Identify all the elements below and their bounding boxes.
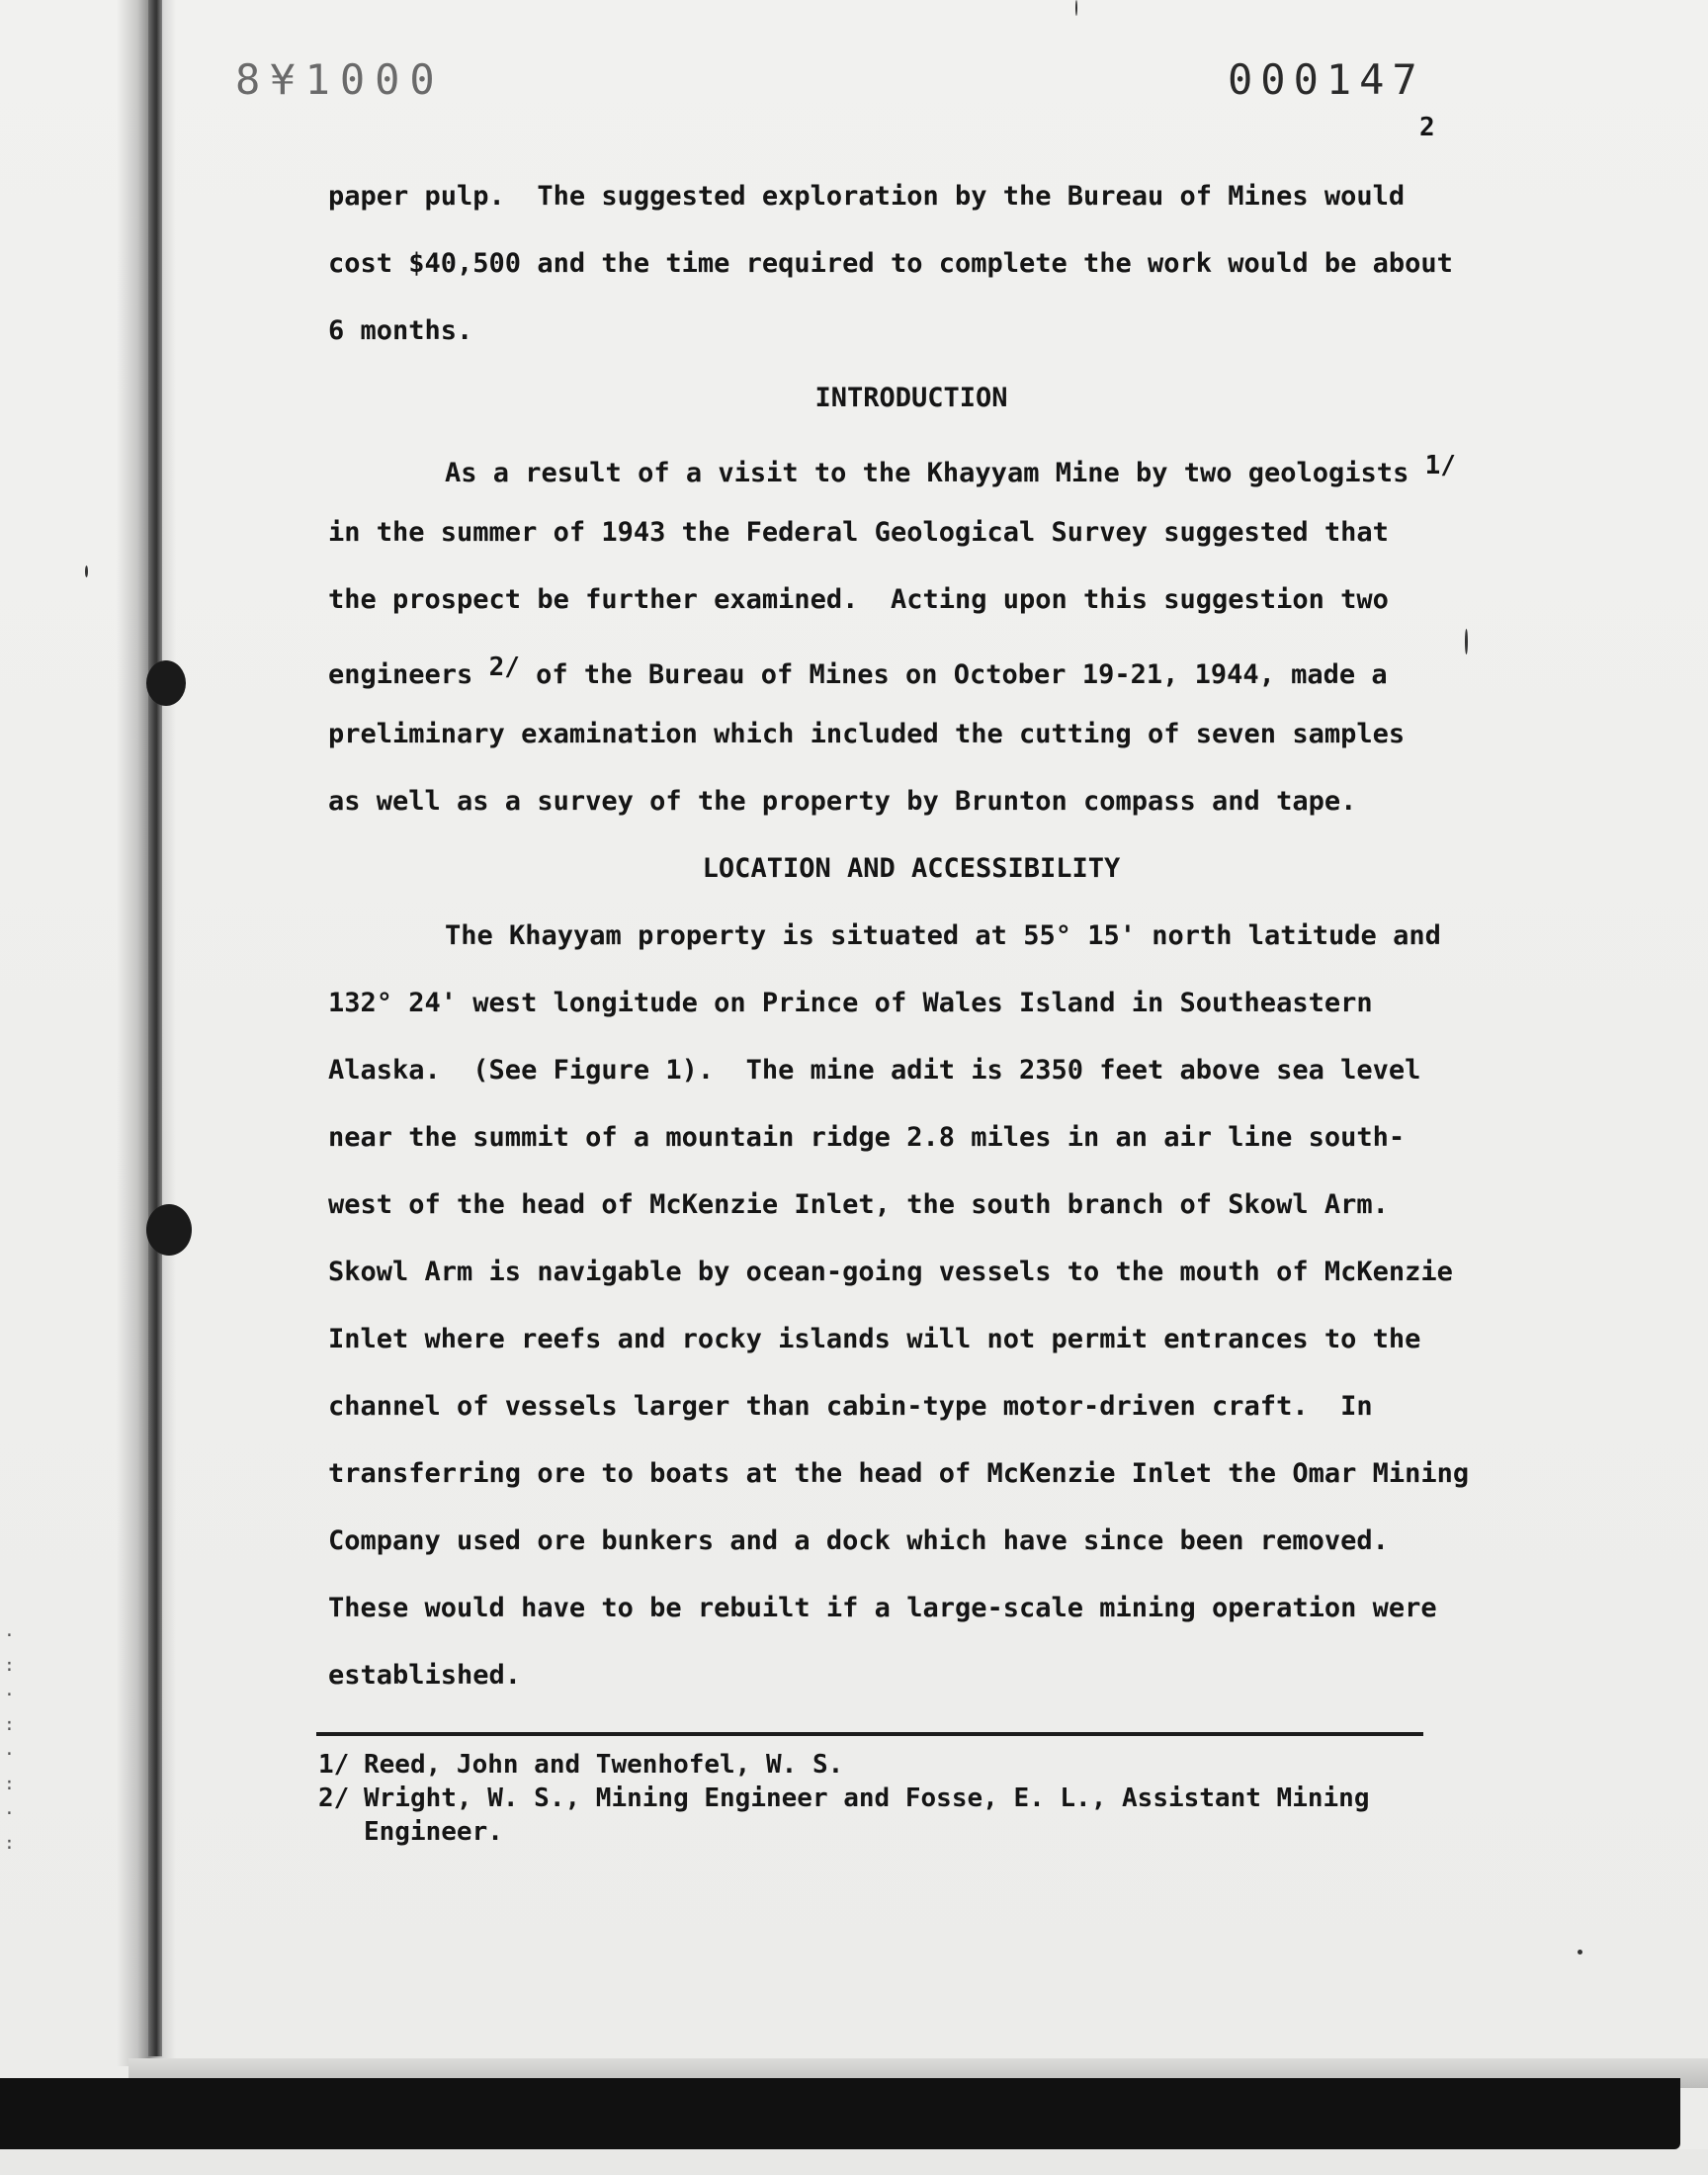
- text-line: Skowl Arm is navigable by ocean-going vessels to the mouth of McKenzie: [328, 1257, 1453, 1287]
- margin-mark: ·: [4, 1625, 15, 1646]
- margin-mark: ·: [4, 1803, 15, 1824]
- footnote-2-continuation: Engineer.: [364, 1817, 503, 1847]
- text-line: [328, 442, 1514, 509]
- scan-bottom-edge: [0, 2058, 1708, 2175]
- section-heading-location: LOCATION AND ACCESSIBILITY: [702, 853, 1121, 884]
- document-stamp-right: 000147: [1228, 55, 1425, 104]
- scan-speck: [1578, 1950, 1582, 1955]
- footnote-marker: 1/: [318, 1750, 350, 1780]
- section-heading-introduction: INTRODUCTION: [814, 383, 1008, 413]
- text-line: the prospect be further examined. Acting upon this suggestion two: [328, 584, 1389, 615]
- text-line: established.: [328, 1660, 522, 1691]
- footnote-text: Wright, W. S., Mining Engineer and Fosse, E. L., Assistant Mining: [364, 1784, 1370, 1813]
- text-span: As a result of a visit to the Khayyam Mine by two geologists: [445, 458, 1425, 488]
- text-line: channel of vessels larger than cabin-type motor-driven craft. In: [328, 1391, 1373, 1422]
- text-line: near the summit of a mountain ridge 2.8 miles in an air line south-: [328, 1122, 1406, 1153]
- margin-mark: :: [4, 1774, 15, 1794]
- text-line: The Khayyam property is situated at 55° 15' north latitude and: [445, 920, 1441, 951]
- document-stamp-left: 8¥1000: [235, 55, 445, 104]
- footnote-text: Reed, John and Twenhofel, W. S.: [364, 1750, 844, 1780]
- text-line: transferring ore to boats at the head of McKenzie Inlet the Omar Mining: [328, 1458, 1470, 1489]
- footnote-1: [318, 1748, 1504, 1782]
- text-line: [328, 644, 1514, 711]
- text-line: west of the head of McKenzie Inlet, the south branch of Skowl Arm.: [328, 1189, 1389, 1220]
- footnote-divider: [316, 1732, 1423, 1736]
- text-span: engineers: [328, 659, 489, 690]
- margin-scan-marks: [4, 1621, 18, 1859]
- binding-edge: [148, 0, 162, 2056]
- scanner-bed: [0, 2149, 1708, 2175]
- text-line: Company used ore bunkers and a dock which have since been removed.: [328, 1525, 1389, 1556]
- scan-speck: [85, 566, 88, 577]
- text-line: as well as a survey of the property by Brunton compass and tape.: [328, 786, 1357, 817]
- body-text: [328, 173, 1514, 1719]
- punch-hole-lower: [146, 1204, 192, 1256]
- footnote-ref-2: 2/: [488, 652, 520, 682]
- margin-mark: :: [4, 1833, 15, 1854]
- scanner-black-border: [0, 2078, 1680, 2149]
- footnote-ref-1: 1/: [1424, 451, 1456, 480]
- text-span: of the Bureau of Mines on October 19-21, 1944, made a: [519, 659, 1388, 690]
- margin-mark: ·: [4, 1744, 15, 1765]
- text-line: These would have to be rebuilt if a large-scale mining operation were: [328, 1593, 1437, 1623]
- margin-mark: ·: [4, 1685, 15, 1705]
- page-number: 2: [1419, 113, 1435, 142]
- text-line: Inlet where reefs and rocky islands will not permit entrances to the: [328, 1324, 1421, 1354]
- text-line: 132° 24' west longitude on Prince of Wales Island in Southeastern: [328, 988, 1373, 1018]
- binding-shadow: [117, 0, 176, 2066]
- text-line: cost $40,500 and the time required to complete the work would be about: [328, 248, 1453, 279]
- scan-speck: [1075, 0, 1077, 16]
- margin-mark: :: [4, 1714, 15, 1735]
- text-line: paper pulp. The suggested exploration by the Bureau of Mines would: [328, 181, 1406, 212]
- footnotes: [318, 1748, 1504, 1849]
- text-line: preliminary examination which included the cutting of seven samples: [328, 719, 1406, 749]
- text-line: in the summer of 1943 the Federal Geological Survey suggested that: [328, 517, 1389, 548]
- text-line: 6 months.: [328, 315, 473, 346]
- text-line: Alaska. (See Figure 1). The mine adit is 2350 feet above sea level: [328, 1055, 1421, 1086]
- footnote-2: [318, 1782, 1504, 1815]
- footnote-marker: 2/: [318, 1784, 350, 1813]
- punch-hole-upper: [146, 660, 186, 706]
- margin-mark: :: [4, 1655, 15, 1676]
